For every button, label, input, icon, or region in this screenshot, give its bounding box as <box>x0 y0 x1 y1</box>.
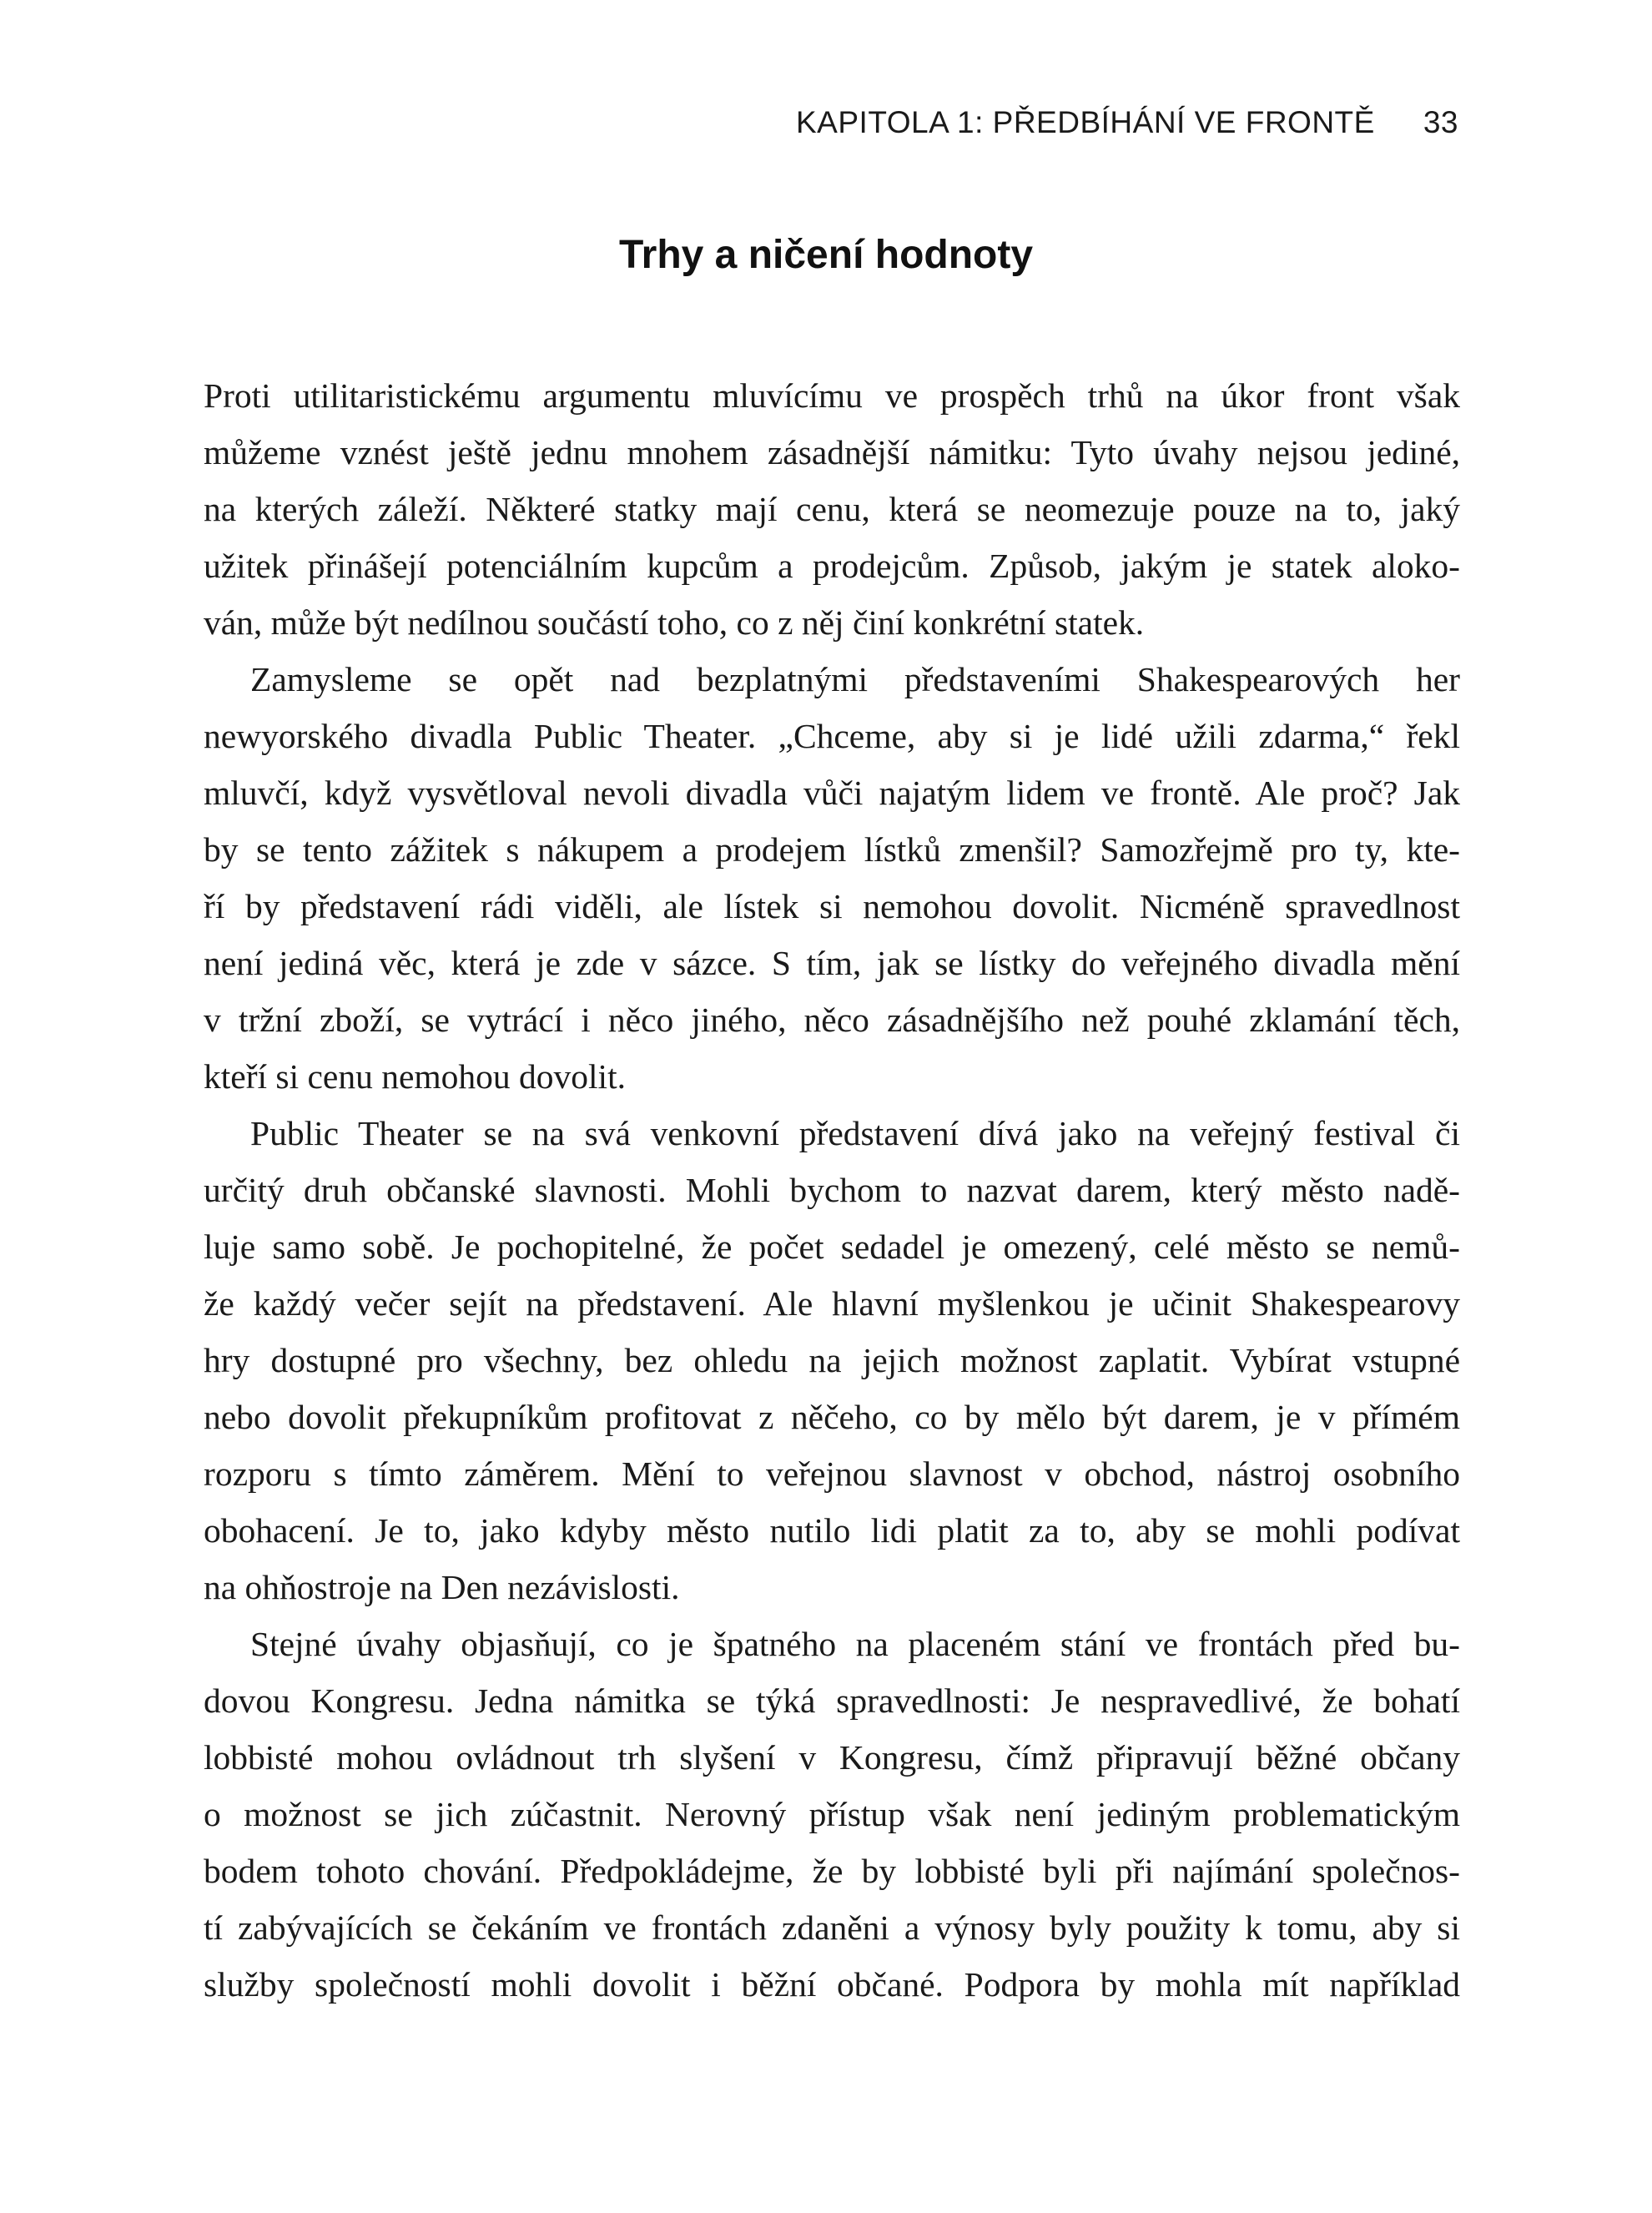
text-line: ván, může být nedílnou součástí toho, co z něj činí konkrétní statek. <box>204 603 1145 642</box>
text-line: hry dostupné pro všechny, bez ohledu na jejich možnost zaplatit. Vybírat vstupné <box>204 1341 1460 1379</box>
text-line: tí zabývajících se čekáním ve frontách zdaněni a výnosy byly použity k tomu, aby si <box>204 1908 1460 1947</box>
text-line: v tržní zboží, se vytrácí i něco jiného, něco zásadnějšího než pouhé zklamání těch, <box>204 1001 1460 1039</box>
text-line: služby společností mohli dovolit i běžní občané. Podpora by mohla mít například <box>204 1965 1460 2004</box>
chapter-title: KAPITOLA 1: PŘEDBÍHÁNÍ VE FRONTĚ <box>796 105 1375 139</box>
text-line: ří by představení rádi viděli, ale lístek si nemohou dovolit. Nicméně spravedlnost <box>204 887 1460 925</box>
text-line: newyorského divadla Public Theater. „Chceme, aby si je lidé užili zdarma,“ řekl <box>204 717 1460 755</box>
text-line: by se tento zážitek s nákupem a prodejem lístků zmenšil? Samozřejmě pro ty, kte- <box>204 830 1460 869</box>
text-line: o možnost se jich zúčastnit. Nerovný přístup však není jediným problematickým <box>204 1795 1460 1833</box>
text-line: určitý druh občanské slavnosti. Mohli bychom to nazvat darem, který město nadě- <box>204 1171 1460 1209</box>
body-text <box>204 367 1460 2013</box>
text-line: nebo dovolit překupníkům profitovat z něčeho, co by mělo být darem, je v přímém <box>204 1398 1460 1436</box>
text-line: lobbisté mohou ovládnout trh slyšení v Kongresu, čímž připravují běžné občany <box>204 1738 1460 1777</box>
text-line: Public Theater se na svá venkovní představení dívá jako na veřejný festival či <box>250 1114 1460 1152</box>
paragraph <box>204 367 1460 651</box>
text-line: kteří si cenu nemohou dovolit. <box>204 1057 626 1096</box>
text-line: mluvčí, když vysvětloval nevoli divadla vůči najatým lidem ve frontě. Ale proč? Jak <box>204 774 1460 812</box>
text-line: luje samo sobě. Je pochopitelné, že počet sedadel je omezený, celé město se nemů- <box>204 1227 1460 1266</box>
section-title: Trhy a ničení hodnoty <box>618 233 1034 277</box>
text-line: na ohňostroje na Den nezávislosti. <box>204 1568 680 1606</box>
text-line: není jediná věc, která je zde v sázce. S tím, jak se lístky do veřejného divadla mění <box>204 944 1460 982</box>
text-line: bodem tohoto chování. Předpokládejme, že by lobbisté byli při najímání společnos- <box>204 1852 1460 1890</box>
text-line: užitek přinášejí potenciálním kupcům a prodejcům. Způsob, jakým je statek aloko- <box>204 547 1460 585</box>
text-line: obohacení. Je to, jako kdyby město nutilo lidi platit za to, aby se mohli podívat <box>204 1511 1460 1550</box>
text-line: dovou Kongresu. Jedna námitka se týká spravedlnosti: Je nespravedlivé, že bohatí <box>204 1681 1460 1720</box>
text-line: můžeme vznést ještě jednu mnohem zásadnější námitku: Tyto úvahy nejsou jediné, <box>204 433 1460 471</box>
paragraph <box>204 1616 1460 2013</box>
paragraph <box>204 651 1460 1105</box>
text-line: Stejné úvahy objasňují, co je špatného na placeném stání ve frontách před bu- <box>250 1625 1460 1663</box>
text-line: na kterých záleží. Některé statky mají cenu, která se neomezuje pouze na to, jaký <box>204 490 1460 528</box>
running-header <box>796 105 1458 140</box>
paragraph <box>204 1105 1460 1616</box>
page-number: 33 <box>1423 105 1458 139</box>
text-line: rozporu s tímto záměrem. Mění to veřejnou slavnost v obchod, nástroj osobního <box>204 1454 1460 1493</box>
text-line: Zamysleme se opět nad bezplatnými představeními Shakespearových her <box>250 660 1460 698</box>
text-line: Proti utilitaristickému argumentu mluvícímu ve prospěch trhů na úkor front však <box>204 376 1460 415</box>
text-line: že každý večer sejít na představení. Ale hlavní myšlenkou je učinit Shakespearovy <box>204 1284 1460 1323</box>
